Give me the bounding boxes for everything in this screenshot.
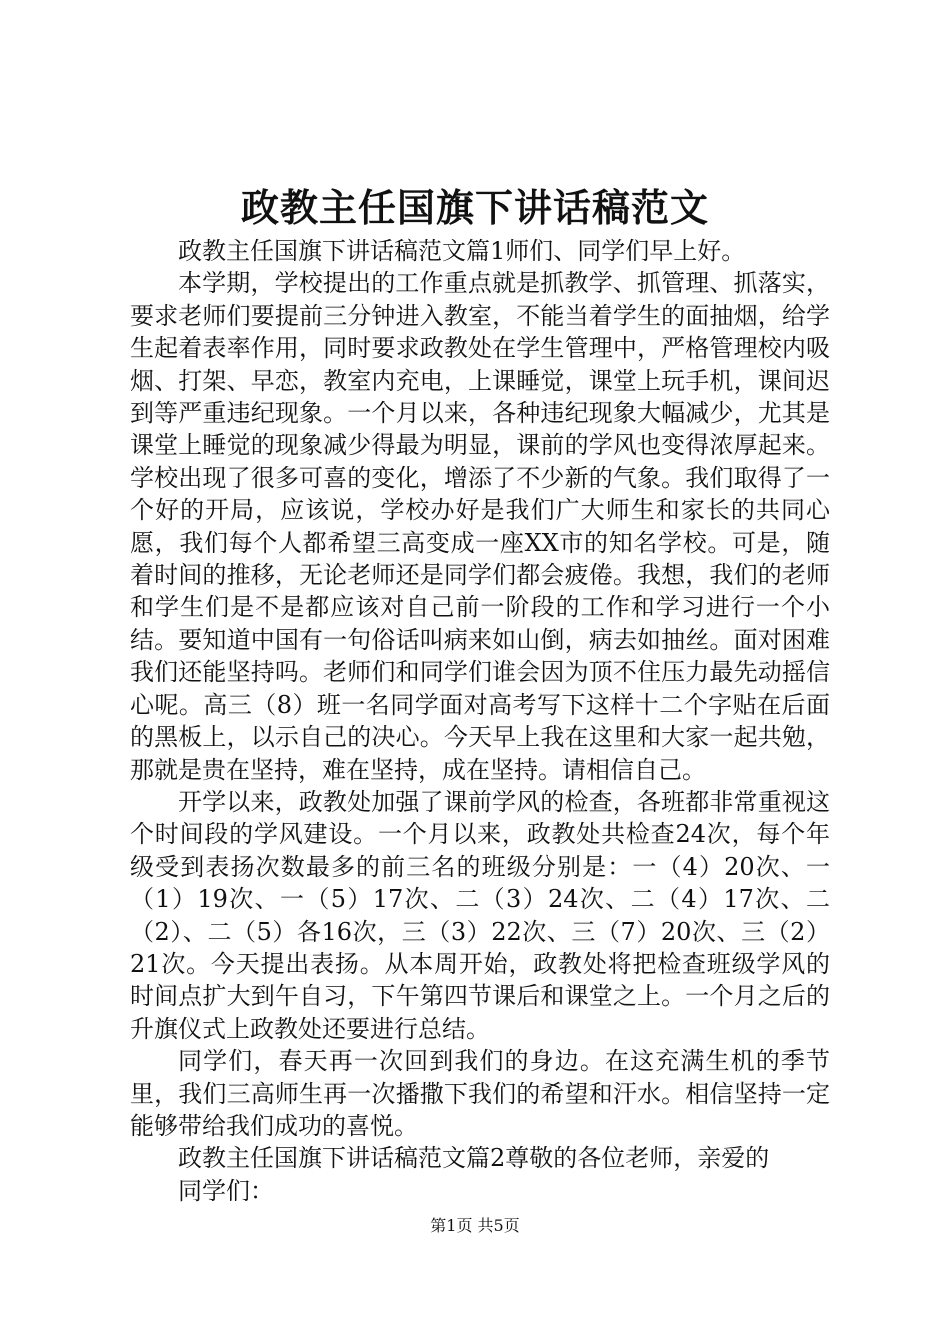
paragraph-salutation: 同学们： xyxy=(178,1176,274,1205)
paragraph-semester: 本学期，学校提出的工作重点就是抓教学、抓管理、抓落实，要求老师们要提前三分钟进入教室，不能当着学生的面抽烟，给学生起着表率作用，同时要求政教处在学生管理中，严格管理校内吸烟、打架、早恋，教室内充电，上课睡觉，课堂上玩手机，课间迟到等严重违纪现象。一个月以来，各种违纪现象大幅减少，尤其是课堂上睡觉的现象减少得最为明显，课前的学风也变得浓厚起来。学校出现了很多可喜的变化，增添了不少新的气象。我们取得了一个好的开局，应该说，学校办好是我们广大师生和家长的共同心愿，我们每个人都希望三高变成一座XX市的知名学校。可是，随着时间的推移，无论老师还是同学们都会疲倦。我想，我们的老师和学生们是不是都应该对自己前一阶段的工作和学习进行一个小结。要知道中国有一句俗话叫病来如山倒，病去如抽丝。面对困难我们还能坚持吗。老师们和同学们谁会因为顶不住压力最先动摇信心呢。高三（8）班一名同学面对高考写下这样十二个字贴在后面的黑板上，以示自己的决心。今天早上我在这里和大家一起共勉，那就是贵在坚持，难在坚持，成在坚持。请相信自己。 xyxy=(130,269,830,784)
paragraph-inspection: 开学以来，政教处加强了课前学风的检查，各班都非常重视这个时间段的学风建设。一个月以来，政教处共检查24次，每个年级受到表扬次数最多的前三名的班级分别是：一（4）20次、一（1）19次、一（5）17次、二（3）24次、二（4）17次、二（2）、二（5）各16次，三（3）22次、三（7）20次、三（2）21次。今天提出表扬。从本周开始，政教处将把检查班级学风的时间点扩大到午自习，下午第四节课后和课堂之上。一个月之后的升旗仪式上政教处还要进行总结。 xyxy=(130,787,830,1043)
page-footer: 第1页 共5页 xyxy=(430,1216,520,1235)
document-body xyxy=(130,235,830,1207)
paragraph-intro: 政教主任国旗下讲话稿范文篇1师们、同学们早上好。 xyxy=(178,237,746,265)
document-title: 政教主任国旗下讲话稿范文 xyxy=(240,185,709,230)
paragraph-article-2-heading: 政教主任国旗下讲话稿范文篇2尊敬的各位老师，亲爱的 xyxy=(178,1144,770,1173)
paragraph-spring: 同学们，春天再一次回到我们的身边。在这充满生机的季节里，我们三高师生再一次播撒下我们的希望和汗水。相信坚持一定能够带给我们成功的喜悦。 xyxy=(130,1047,830,1140)
